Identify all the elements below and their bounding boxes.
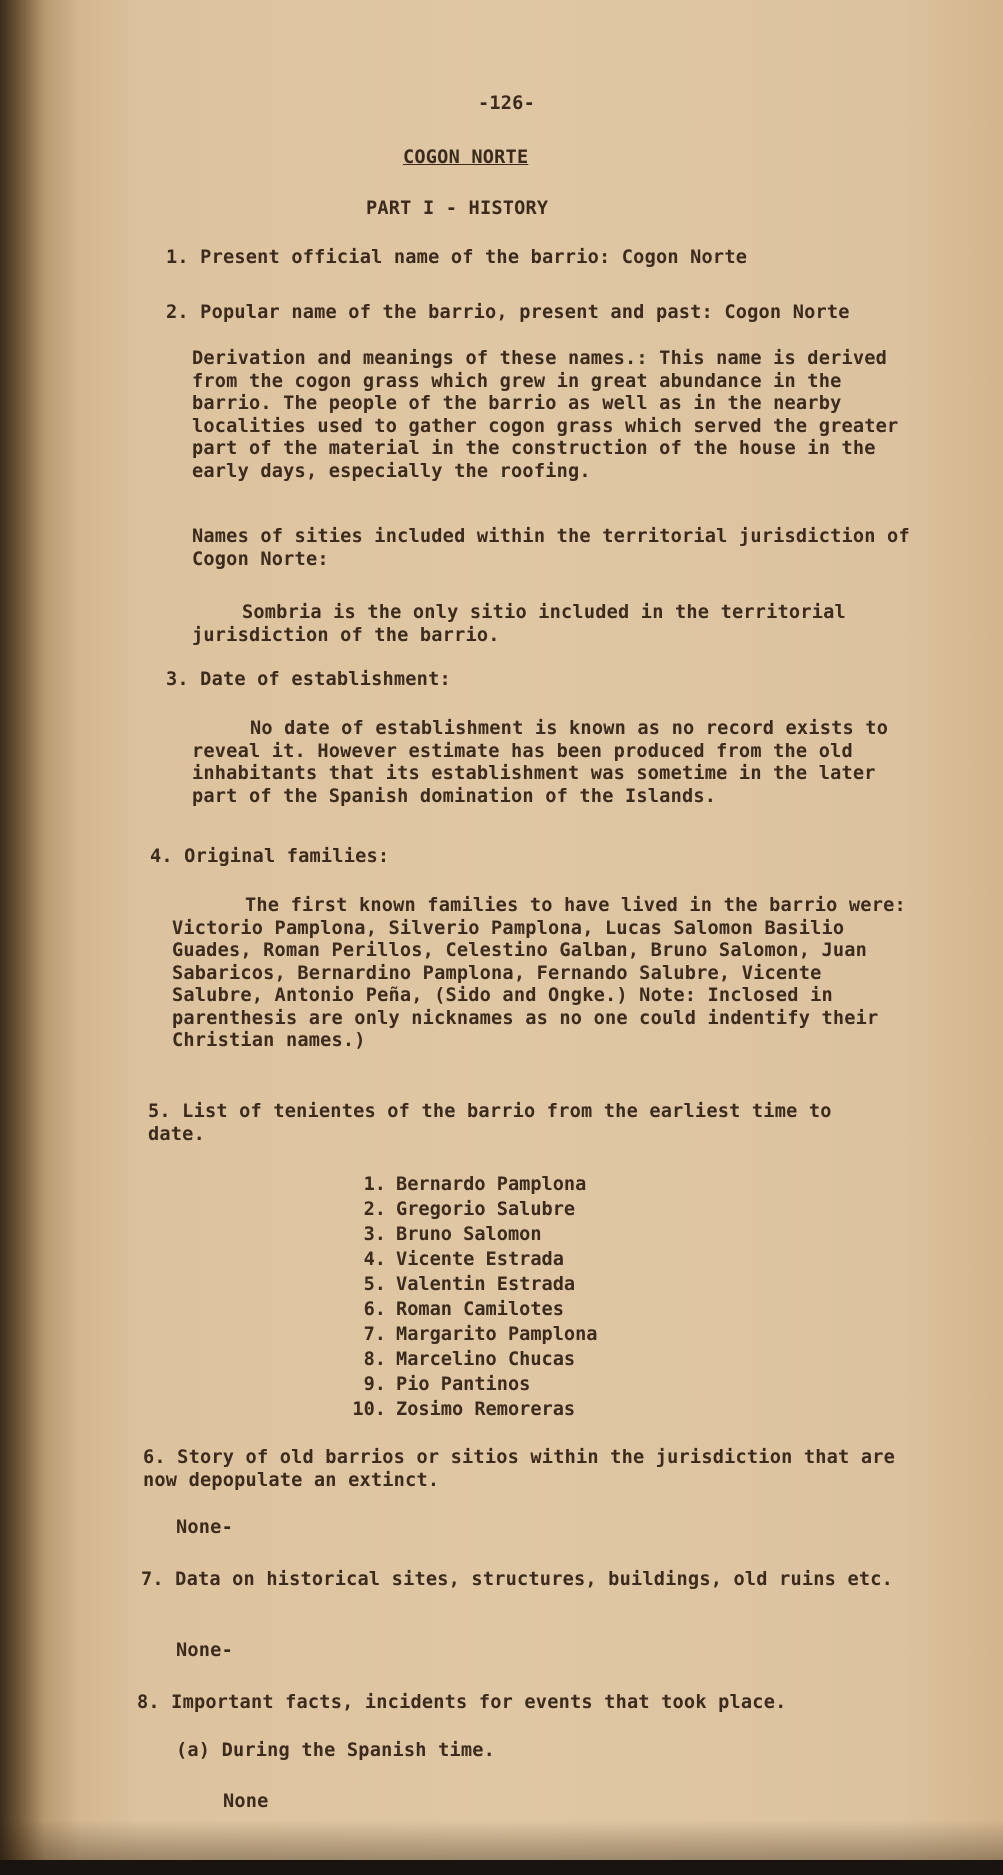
item-8: 8. Important facts, incidents for events that took place. [137, 1692, 787, 1713]
item-4-paragraph: The first known families to have lived in the barrio were: Victorio Pamplona, Silverio Pamplona, Lucas Salomon Basilio Guades, Roman Perillos, Celestino Galban, Bruno Salomon, Juan Sabaricos, Bernardino Pamplona, Fernando Salubre, Vicente Salubre, Antonio Peña, (Sido and Ongke.) Note: Inclosed in parenthesis are only nicknames as no one could indentify their Christian names.) [172, 895, 906, 1051]
teniente-item [352, 1172, 598, 1197]
teniente-name: Zosimo Remoreras [396, 1399, 576, 1420]
teniente-name: Gregorio Salubre [396, 1199, 576, 1220]
document-title: COGON NORTE [403, 147, 529, 168]
teniente-number: 4. [363, 1249, 386, 1270]
teniente-number: 9. [363, 1374, 386, 1395]
teniente-number: 2. [363, 1199, 386, 1220]
teniente-item [352, 1297, 598, 1322]
item-7-answer: None- [176, 1640, 233, 1661]
sitios-paragraph: Sombria is the only sitio included in the territorial jurisdiction of the barrio. [192, 602, 846, 646]
teniente-number: 1. [363, 1174, 386, 1195]
item-8a-answer: None [223, 1791, 269, 1812]
teniente-item [352, 1272, 598, 1297]
teniente-name: Valentin Estrada [396, 1274, 576, 1295]
teniente-number: 3. [363, 1224, 386, 1245]
teniente-name: Margarito Pamplona [396, 1324, 598, 1345]
teniente-item [352, 1397, 598, 1422]
teniente-name: Vicente Estrada [396, 1249, 564, 1270]
item-4: 4. Original families: [150, 846, 390, 867]
teniente-item [352, 1222, 598, 1247]
item-3-paragraph: No date of establishment is known as no record exists to reveal it. However estimate has been produced from the old inhabitants that its establishment was sometime in the later part of the Spanish domination of the Islands. [192, 718, 889, 807]
teniente-number: 6. [363, 1299, 386, 1320]
item-6: 6. Story of old barrios or sitios within the jurisdiction that are now depopulate an extinct. [143, 1447, 896, 1491]
teniente-name: Marcelino Chucas [396, 1349, 576, 1370]
teniente-number: 10. [352, 1399, 386, 1420]
teniente-item [352, 1247, 598, 1272]
teniente-number: 8. [363, 1349, 386, 1370]
teniente-number: 7. [363, 1324, 386, 1345]
teniente-item [352, 1197, 598, 1222]
item-7: 7. Data on historical sites, structures, buildings, old ruins etc. [141, 1569, 894, 1590]
teniente-name: Bruno Salomon [396, 1224, 542, 1245]
item-3: 3. Date of establishment: [166, 669, 451, 690]
item-8a: (a) During the Spanish time. [176, 1740, 496, 1761]
sitios-heading: Names of sities included within the territorial jurisdiction of Cogon Norte: [192, 526, 910, 570]
derivation-paragraph: Derivation and meanings of these names.: This name is derived from the cogon grass which grew in great abundance in the barrio. The people of the barrio as well as in the nearby localities used to gather cogon grass which served the greater part of the material in the construction of the house in the early days, especially the roofing. [192, 348, 899, 482]
item-1: 1. Present official name of the barrio: Cogon Norte [166, 247, 748, 268]
teniente-item [352, 1347, 598, 1372]
teniente-name: Bernardo Pamplona [396, 1174, 587, 1195]
teniente-item [352, 1372, 598, 1397]
teniente-item [352, 1322, 598, 1347]
teniente-name: Roman Camilotes [396, 1299, 564, 1320]
part-heading: PART I - HISTORY [366, 198, 549, 219]
item-5: 5. List of tenientes of the barrio from the earliest time to date. [148, 1101, 832, 1145]
teniente-name: Pio Pantinos [396, 1374, 531, 1395]
tenientes-list [352, 1172, 598, 1422]
teniente-number: 5. [363, 1274, 386, 1295]
item-2: 2. Popular name of the barrio, present and past: Cogon Norte [166, 302, 850, 323]
page-number: -126- [478, 93, 535, 114]
item-6-answer: None- [176, 1517, 233, 1538]
